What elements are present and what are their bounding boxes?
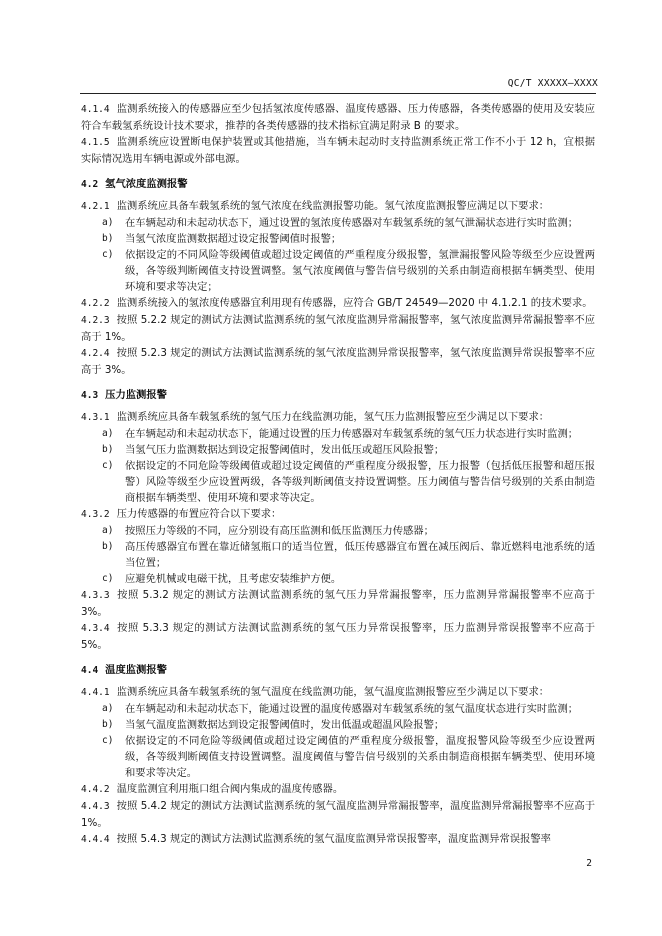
- section-heading: [81, 387, 595, 404]
- clause-text: 按照 5.4.3 规定的测试方法测试监测系统的氢气温度监测异常误报警率，温度监测异常误报警率: [116, 833, 551, 845]
- clause: [81, 101, 595, 134]
- list-item-label: c): [102, 735, 114, 746]
- clause: [81, 781, 595, 798]
- clause-number: 4.3.2: [81, 509, 110, 520]
- clause-text: 监测系统应具备车载氢系统的氢气浓度在线监测报警功能。氢气浓度监测报警应满足以下要求：: [116, 200, 550, 212]
- list-item-label: b): [102, 233, 114, 244]
- clause-number: 4.4.2: [81, 784, 110, 795]
- clause: [81, 198, 595, 215]
- clause-number: 4.1.5: [81, 137, 110, 148]
- clause-text: 压力传感器的布置应符合以下要求：: [116, 508, 282, 520]
- document-code: QC/T XXXXX—XXXX: [507, 78, 598, 89]
- clause: [81, 506, 595, 523]
- clause-number: 4.4.3: [81, 801, 110, 812]
- list-item-text: 依据设定的不同危险等级阈值或超过设定阈值的严重程度分级报警，温度报警风险等级至少应设置两级，各等级判断阈值支持设置调整。温度阈值与警告信号级别的关系由制造商根据车辆类型、使用环境和要求等决定。: [125, 735, 595, 779]
- list-item: [81, 733, 595, 781]
- clause-text: 监测系统应具备车载氢系统的氢气压力在线监测功能，氢气压力监测报警应至少满足以下要求：: [116, 411, 550, 423]
- list-item-label: b): [102, 719, 114, 730]
- clause-text: 按照 5.4.2 规定的测试方法测试监测系统的氢气温度监测异常漏报警率，温度监测异常漏报警率不应高于 1%。: [81, 800, 595, 829]
- list-item-label: c): [102, 573, 114, 584]
- clause-text: 按照 5.3.3 规定的测试方法测试监测系统的氢气压力异常误报警率，压力监测异常误报警率不应高于 5%。: [81, 622, 595, 651]
- list-item-text: 高压传感器宜布置在靠近储氢瓶口的适当位置，低压传感器宜布置在减压阀后、靠近燃料电池系统的适当位置；: [125, 541, 595, 569]
- clause: [81, 798, 595, 831]
- clause: [81, 312, 595, 345]
- list-item-text: 应避免机械或电磁干扰，且考虑安装维护方便。: [125, 573, 342, 585]
- list-item-text: 依据设定的不同危险等级阈值或超过设定阈值的严重程度分级报警，压力报警（包括低压报警和超压报警）风险等级至少应设置两级，各等级判断阈值支持设置调整。压力阈值与警告信号级别的关系由制造商根据车辆类型、使用环境和要求等决定。: [125, 460, 595, 504]
- clause-number: 4.3.1: [81, 412, 110, 423]
- list-item: [81, 701, 595, 717]
- clause-number: 4.1.4: [81, 104, 110, 115]
- clause-number: 4.4.4: [81, 834, 110, 845]
- clause: [81, 684, 595, 701]
- clause-text: 温度监测宜利用瓶口组合阀内集成的温度传感器。: [116, 783, 344, 795]
- section-heading: [81, 662, 595, 679]
- section-title: 压力监测报警: [105, 389, 167, 401]
- list-item-label: a): [102, 703, 114, 714]
- section-number: 4.2: [81, 179, 99, 190]
- list-item-text: 在车辆起动和未起动状态下，能通过设置的压力传感器对车载氢系统的氢气压力状态进行实时监测；: [125, 428, 579, 440]
- clause: [81, 409, 595, 426]
- clause-text: 监测系统接入的传感器应至少包括氢浓度传感器、温度传感器、压力传感器，各类传感器的使用及安装应符合车载氢系统设计技术要求，推荐的各类传感器的技术指标宜满足附录 B 的要求。: [81, 103, 595, 132]
- clause-text: 监测系统应具备车载氢系统的氢气温度在线监测功能，氢气温度监测报警应至少满足以下要求：: [116, 686, 550, 698]
- page-number: 2: [586, 858, 592, 869]
- list-item-label: c): [102, 460, 114, 471]
- clause-text: 按照 5.3.2 规定的测试方法测试监测系统的氢气压力异常漏报警率，压力监测异常漏报警率不应高于 3%。: [81, 589, 595, 618]
- clause-number: 4.3.4: [81, 623, 110, 634]
- list-item: [81, 247, 595, 295]
- clause-text: 监测系统接入的氢浓度传感器宜利用现有传感器，应符合 GB/T 24549—2020 中 4.1.2.1 的技术要求。: [116, 297, 593, 309]
- clause-number: 4.2.3: [81, 315, 110, 326]
- clause-text: 监测系统应设置断电保护装置或其他措施，当车辆未起动时支持监测系统正常工作不小于 12 h，宜根据实际情况选用车辆电源或外部电源。: [81, 136, 595, 165]
- list-item-text: 当氢气温度监测数据达到设定报警阈值时，发出低温或超温风险报警；: [125, 719, 445, 731]
- clause: [81, 134, 595, 167]
- clause-number: 4.3.3: [81, 590, 110, 601]
- clause: [81, 295, 595, 312]
- clause: [81, 345, 595, 378]
- list-item-text: 在车辆起动和未起动状态下，通过设置的氢浓度传感器对车载氢系统的氢气泄漏状态进行实时监测；: [125, 217, 579, 229]
- header-rule: [80, 93, 596, 94]
- list-item: [81, 539, 595, 571]
- list-item-text: 当氢气压力监测数据达到设定报警阈值时，发出低压或超压风险报警；: [125, 444, 445, 456]
- list-item: [81, 215, 595, 231]
- section-number: 4.4: [81, 665, 99, 676]
- list-item: [81, 426, 595, 442]
- clause: [81, 587, 595, 620]
- list-item-label: c): [102, 249, 114, 260]
- list-item: [81, 458, 595, 506]
- clause-number: 4.2.4: [81, 348, 110, 359]
- clause-number: 4.2.2: [81, 298, 110, 309]
- list-item-text: 当氢气浓度监测数据超过设定报警阈值时报警；: [125, 233, 342, 245]
- list-item: [81, 231, 595, 247]
- clause-text: 按照 5.2.3 规定的测试方法测试监测系统的氢气浓度监测异常误报警率，氢气浓度监测异常误报警率不应高于 3%。: [81, 347, 595, 376]
- list-item: [81, 717, 595, 733]
- list-item-label: a): [102, 217, 114, 228]
- list-item-text: 按照压力等级的不同，应分别设有高压监测和低压监测压力传感器；: [125, 525, 434, 537]
- section-title: 氢气浓度监测报警: [105, 178, 188, 190]
- clause-number: 4.4.1: [81, 687, 110, 698]
- list-item-label: a): [102, 525, 114, 536]
- clause: [81, 831, 595, 848]
- section-title: 温度监测报警: [105, 664, 167, 676]
- section-heading: [81, 176, 595, 193]
- clause: [81, 620, 595, 653]
- list-item: [81, 523, 595, 539]
- clause-number: 4.2.1: [81, 201, 110, 212]
- clause-text: 按照 5.2.2 规定的测试方法测试监测系统的氢气浓度监测异常漏报警率，氢气浓度监测异常漏报警率不应高于 1%。: [81, 314, 595, 343]
- list-item: [81, 571, 595, 587]
- section-number: 4.3: [81, 390, 99, 401]
- document-body: [81, 101, 595, 848]
- list-item-label: a): [102, 428, 114, 439]
- list-item-text: 在车辆起动和未起动状态下，能通过设置的温度传感器对车载氢系统的氢气温度状态进行实时监测；: [125, 703, 579, 715]
- list-item-label: b): [102, 541, 114, 552]
- list-item: [81, 442, 595, 458]
- list-item-label: b): [102, 444, 114, 455]
- list-item-text: 依据设定的不同风险等级阈值或超过设定阈值的严重程度分级报警，氢泄漏报警风险等级至少应设置两级，各等级判断阈值支持设置调整。氢气浓度阈值与警告信号级别的关系由制造商根据车辆类型、使用环境和要求等决定；: [125, 249, 595, 293]
